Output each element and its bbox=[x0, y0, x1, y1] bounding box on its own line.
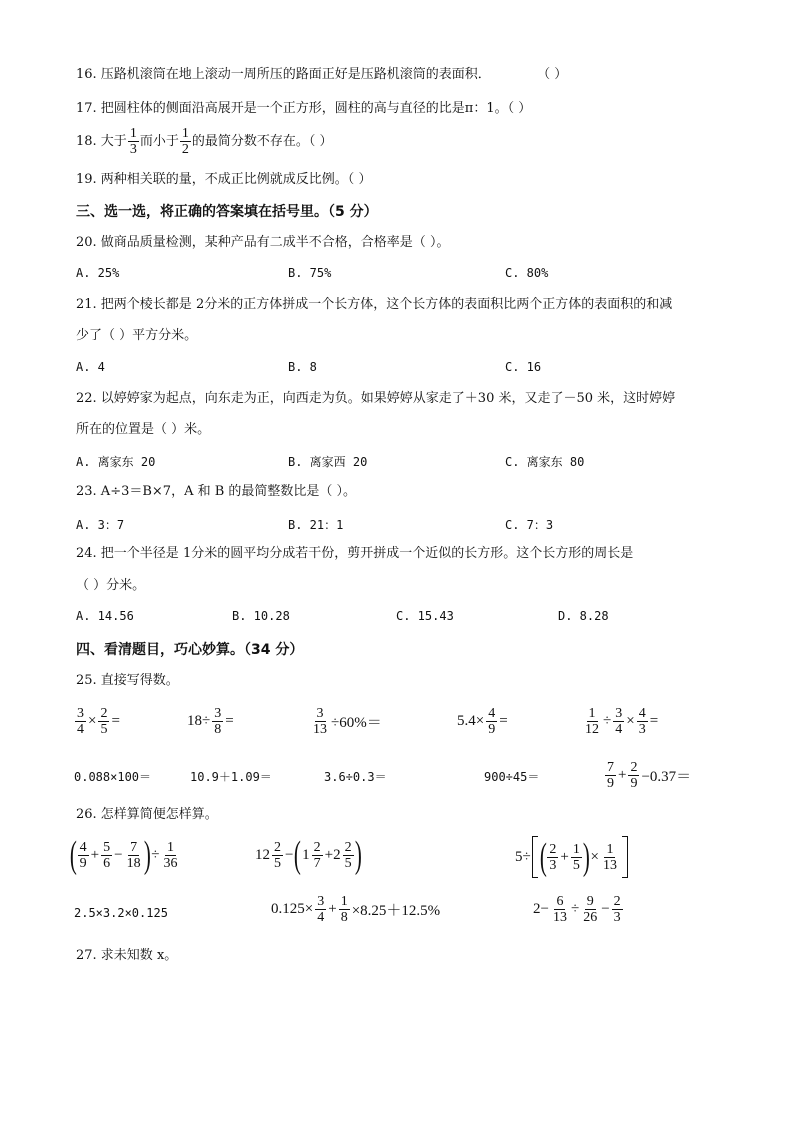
right-bracket bbox=[622, 836, 628, 878]
option-c: C. 7：3 bbox=[505, 518, 554, 532]
question-22-line2: 所在的位置是（ ）米。 bbox=[76, 422, 211, 437]
fraction bbox=[339, 894, 350, 925]
question-19 bbox=[76, 171, 371, 189]
right-paren: ) bbox=[354, 834, 362, 876]
denominator: 5 bbox=[274, 855, 281, 871]
equals-sign: = bbox=[499, 713, 508, 729]
expression bbox=[514, 836, 628, 878]
fraction bbox=[581, 894, 599, 925]
question-18 bbox=[76, 126, 332, 157]
expression bbox=[456, 706, 509, 737]
option-c: C. 80% bbox=[505, 266, 549, 280]
question-19-text: 19. 两种相关联的量，不成正比例就成反比例。（ ） bbox=[76, 172, 372, 187]
operator: +2 bbox=[324, 846, 341, 863]
operator: + bbox=[618, 767, 627, 783]
expression bbox=[582, 706, 659, 737]
fraction bbox=[128, 126, 139, 157]
expression: 10.9＋1.09＝ bbox=[190, 770, 272, 784]
numerator: 3 bbox=[317, 894, 325, 909]
plus-sign: + bbox=[90, 846, 100, 863]
numerator: 1 bbox=[588, 706, 596, 721]
numerator: 3 bbox=[316, 706, 324, 721]
left-paren: ( bbox=[69, 834, 77, 876]
denominator: 4 bbox=[317, 910, 325, 925]
question-24-line1: 24. 把一个半径是 1分米的圆平均分成若干份，剪开拼成一个近似的长方形。这个长方形的周长是 bbox=[76, 546, 634, 561]
expression bbox=[186, 706, 235, 737]
denominator: 36 bbox=[163, 855, 178, 871]
question-24-line2: （ ）分米。 bbox=[76, 578, 146, 593]
numerator: 4 bbox=[638, 706, 646, 721]
option-a: A. 25% bbox=[76, 266, 120, 280]
fraction bbox=[125, 840, 143, 871]
fraction bbox=[212, 706, 223, 737]
fraction bbox=[272, 840, 283, 871]
question-18-text-b: 而小于 bbox=[139, 133, 179, 149]
right-paren: ) bbox=[582, 836, 590, 878]
question-22-line1: 22. 以婷婷家为起点，向东走为正，向西走为负。如果婷婷从家走了＋30 米，又走了－50 米，这时婷婷 bbox=[76, 391, 676, 406]
numerator: 3 bbox=[77, 706, 84, 721]
fraction bbox=[315, 894, 326, 925]
expression bbox=[310, 706, 383, 737]
numerator: 4 bbox=[79, 839, 87, 855]
operator: × bbox=[626, 713, 635, 729]
fraction bbox=[571, 842, 582, 873]
numerator: 2 bbox=[549, 841, 557, 857]
denominator: 9 bbox=[488, 722, 496, 737]
option-a: A. 离家东 20 bbox=[76, 455, 156, 469]
denominator: 2 bbox=[181, 142, 189, 157]
fraction bbox=[180, 126, 191, 157]
denominator: 13 bbox=[602, 857, 617, 873]
section-4-heading: 四、看清题目，巧心妙算。（34 分） bbox=[76, 642, 304, 658]
minus-sign: − bbox=[114, 846, 123, 863]
denominator: 9 bbox=[630, 776, 638, 791]
fraction bbox=[161, 840, 179, 871]
answer-paren: （ ） bbox=[537, 67, 568, 82]
denominator: 26 bbox=[583, 910, 598, 925]
expression-suffix: ×8.25＋12.5% bbox=[351, 903, 441, 919]
fraction bbox=[605, 760, 616, 791]
section-3-heading: 三、选一选，将正确的答案填在括号里。（5 分） bbox=[76, 204, 378, 220]
equals-sign: = bbox=[649, 713, 659, 729]
denominator: 7 bbox=[313, 855, 321, 871]
numerator: 1 bbox=[606, 841, 614, 857]
option-c: C. 离家东 80 bbox=[505, 455, 585, 469]
numerator: 1 bbox=[166, 839, 174, 855]
question-25: 25. 直接写得数。 bbox=[76, 673, 179, 688]
option-b: B. 8 bbox=[288, 360, 317, 374]
expression bbox=[270, 894, 441, 925]
expression-prefix: 5÷ bbox=[515, 848, 531, 865]
question-17-text: 17. 把圆柱体的侧面沿高展开是一个正方形，圆柱的高与直径的比是π：1。（ ） bbox=[76, 101, 532, 116]
operator: ÷ bbox=[151, 846, 160, 863]
expression bbox=[254, 836, 361, 874]
fraction bbox=[98, 706, 109, 737]
denominator: 5 bbox=[572, 857, 580, 873]
numerator: 5 bbox=[103, 839, 111, 855]
operator: + bbox=[328, 901, 337, 917]
question-23: 23. A÷3＝B×7，A 和 B 的最简整数比是（ ）。 bbox=[76, 484, 357, 499]
left-bracket bbox=[532, 836, 538, 878]
operator: ÷ bbox=[603, 713, 612, 729]
question-21-line1: 21. 把两个棱长都是 2分米的正方体拼成一个长方体，这个长方体的表面积比两个正方体的表面积的和减 bbox=[76, 297, 673, 312]
expression bbox=[70, 836, 180, 874]
denominator: 8 bbox=[340, 910, 348, 925]
question-16 bbox=[76, 66, 567, 84]
numerator: 7 bbox=[130, 839, 138, 855]
question-16-text: 16. 压路机滚筒在地上滚动一周所压的路面正好是压路机滚筒的表面积． bbox=[76, 67, 491, 82]
expression-suffix: ÷60%＝ bbox=[331, 715, 382, 731]
numerator: 2 bbox=[313, 839, 321, 855]
numerator: 6 bbox=[556, 894, 564, 909]
question-18-text-c: 的最简分数不存在。（ ） bbox=[191, 133, 333, 149]
denominator: 5 bbox=[100, 722, 108, 737]
question-21-line2: 少了（ ）平方分米。 bbox=[76, 328, 198, 343]
fraction bbox=[637, 706, 648, 737]
denominator: 3 bbox=[638, 722, 646, 737]
fraction bbox=[583, 706, 601, 737]
operator: − bbox=[601, 901, 610, 917]
expression-suffix: −0.37＝ bbox=[641, 769, 692, 785]
numerator: 2 bbox=[630, 760, 638, 775]
expression bbox=[532, 894, 624, 925]
expression bbox=[74, 706, 121, 737]
question-26: 26. 怎样算简便怎样算。 bbox=[76, 807, 218, 822]
expression-prefix: 0.125× bbox=[271, 901, 314, 917]
denominator: 13 bbox=[313, 722, 327, 737]
denominator: 18 bbox=[126, 855, 141, 871]
fraction bbox=[75, 706, 86, 737]
operator: ÷ bbox=[570, 901, 580, 917]
denominator: 13 bbox=[552, 910, 567, 925]
denominator: 4 bbox=[77, 722, 84, 737]
fraction bbox=[486, 706, 497, 737]
numerator: 1 bbox=[129, 126, 137, 141]
fraction bbox=[601, 842, 619, 873]
left-paren: ( bbox=[539, 836, 547, 878]
option-a: A. 14.56 bbox=[76, 609, 134, 623]
denominator: 6 bbox=[103, 855, 111, 871]
option-b: B. 75% bbox=[288, 266, 332, 280]
fraction bbox=[343, 840, 354, 871]
numerator: 3 bbox=[214, 706, 222, 721]
equals-sign: = bbox=[225, 713, 234, 729]
question-27: 27. 求未知数 x。 bbox=[76, 948, 178, 963]
expression: 900÷45＝ bbox=[484, 770, 540, 784]
left-paren: ( bbox=[294, 834, 302, 876]
fraction bbox=[613, 706, 624, 737]
numerator: 1 bbox=[340, 894, 348, 909]
fraction bbox=[551, 894, 569, 925]
numerator: 2 bbox=[344, 839, 352, 855]
operator: × bbox=[88, 713, 97, 729]
numerator: 1 bbox=[181, 126, 189, 141]
numerator: 9 bbox=[586, 894, 594, 909]
numerator: 7 bbox=[607, 760, 614, 775]
question-18-text-a: 18. 大于 bbox=[76, 133, 127, 149]
question-17 bbox=[76, 100, 531, 118]
option-b: B. 离家西 20 bbox=[288, 455, 368, 469]
denominator: 9 bbox=[79, 855, 87, 871]
expression-prefix: 18÷ bbox=[187, 713, 211, 729]
fraction bbox=[628, 760, 639, 791]
operator: × bbox=[590, 848, 599, 865]
denominator: 3 bbox=[549, 857, 557, 873]
fraction bbox=[78, 840, 89, 871]
denominator: 3 bbox=[613, 910, 621, 925]
fraction bbox=[547, 842, 558, 873]
numerator: 1 bbox=[572, 841, 580, 857]
option-a: A. 4 bbox=[76, 360, 105, 374]
expression-prefix: 2− bbox=[533, 901, 549, 917]
denominator: 5 bbox=[344, 855, 352, 871]
denominator: 9 bbox=[607, 776, 614, 791]
whole-number: 12 bbox=[255, 846, 270, 863]
option-b: B. 21：1 bbox=[288, 518, 344, 532]
operator: − bbox=[285, 846, 294, 863]
fraction bbox=[311, 706, 329, 737]
option-c: C. 16 bbox=[505, 360, 542, 374]
denominator: 12 bbox=[585, 722, 599, 737]
expression: 0.088×100＝ bbox=[74, 770, 152, 784]
option-c: C. 15.43 bbox=[396, 609, 454, 623]
denominator: 8 bbox=[214, 722, 222, 737]
numerator: 2 bbox=[100, 706, 108, 721]
question-20-text: 20. 做商品质量检测，某种产品有二成半不合格，合格率是（ ）。 bbox=[76, 235, 450, 250]
fraction bbox=[612, 894, 623, 925]
equals-sign: = bbox=[111, 713, 120, 729]
whole-number: 1 bbox=[302, 846, 310, 863]
right-paren: ) bbox=[143, 834, 151, 876]
numerator: 4 bbox=[488, 706, 496, 721]
numerator: 2 bbox=[613, 894, 621, 909]
question-20 bbox=[76, 234, 449, 252]
expression: 3.6÷0.3＝ bbox=[324, 770, 387, 784]
numerator: 3 bbox=[615, 706, 623, 721]
fraction bbox=[312, 840, 323, 871]
option-b: B. 10.28 bbox=[232, 609, 290, 623]
operator: + bbox=[560, 848, 569, 865]
denominator: 4 bbox=[615, 722, 623, 737]
expression: 2.5×3.2×0.125 bbox=[74, 906, 168, 920]
expression-prefix: 5.4× bbox=[457, 713, 485, 729]
option-a: A. 3：7 bbox=[76, 518, 125, 532]
option-d: D. 8.28 bbox=[558, 609, 609, 623]
denominator: 3 bbox=[129, 142, 137, 157]
fraction bbox=[101, 840, 112, 871]
numerator: 2 bbox=[274, 839, 281, 855]
expression bbox=[604, 760, 692, 791]
